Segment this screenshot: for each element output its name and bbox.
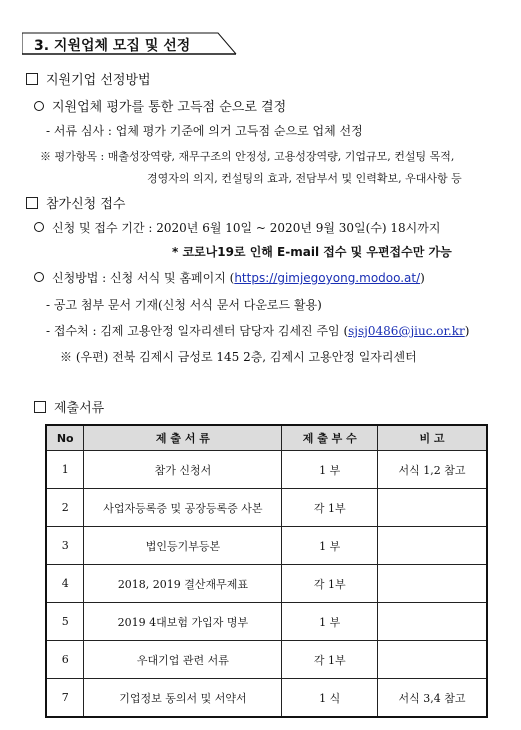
cell-no: 7 bbox=[46, 679, 84, 718]
col-count: 제 출 부 수 bbox=[282, 425, 378, 451]
cell-note bbox=[378, 603, 488, 641]
circle-bullet-icon bbox=[34, 222, 44, 232]
cell-no: 1 bbox=[46, 451, 84, 489]
cell-document: 2019 4대보험 가입자 명부 bbox=[84, 603, 282, 641]
cell-no: 2 bbox=[46, 489, 84, 527]
cell-note bbox=[378, 641, 488, 679]
cell-note bbox=[378, 489, 488, 527]
application-header bbox=[26, 193, 125, 212]
cell-document: 2018, 2019 결산재무제표 bbox=[84, 565, 282, 603]
contact-prefix: - 접수처 : 김제 고용안정 일자리센터 담당자 김세진 주임 ( bbox=[46, 324, 349, 338]
criteria-line-2: 경영자의 의지, 컨설팅의 효과, 전담부서 및 인력확보, 우대사항 등 bbox=[147, 172, 462, 185]
col-document: 제 출 서 류 bbox=[84, 425, 282, 451]
cell-document: 법인등기부등본 bbox=[84, 527, 282, 565]
attach-note: - 공고 첨부 문서 기재(신청 서식 문서 다운로드 활용) bbox=[46, 298, 322, 312]
table-row bbox=[46, 641, 487, 679]
circle-bullet-icon bbox=[34, 101, 44, 111]
selection-bullet-text: 지원업체 평가를 통한 고득점 순으로 결정 bbox=[52, 100, 287, 115]
section-heading bbox=[22, 32, 212, 54]
selection-bullet bbox=[34, 96, 286, 115]
cell-count: 1 부 bbox=[282, 603, 378, 641]
covid-notice: * 코로나19로 인해 E-mail 접수 및 우편접수만 가능 bbox=[172, 245, 452, 259]
method-prefix: 신청방법 : 신청 서식 및 홈페이지 ( bbox=[52, 271, 235, 285]
cell-count: 각 1부 bbox=[282, 489, 378, 527]
cell-no: 3 bbox=[46, 527, 84, 565]
contact-line bbox=[46, 322, 469, 339]
selection-header-text: 지원기업 선정방법 bbox=[46, 73, 151, 88]
cell-note bbox=[378, 527, 488, 565]
col-note: 비 고 bbox=[378, 425, 488, 451]
table-header-row bbox=[46, 425, 487, 451]
cell-count: 1 부 bbox=[282, 451, 378, 489]
documents-table bbox=[45, 424, 488, 718]
application-period bbox=[34, 219, 440, 236]
table-row bbox=[46, 565, 487, 603]
table-row bbox=[46, 527, 487, 565]
cell-document: 참가 신청서 bbox=[84, 451, 282, 489]
cell-note bbox=[378, 565, 488, 603]
application-period-text: 신청 및 접수 기간 : 2020년 6월 10일 ~ 2020년 9월 30일(수) 18시까지 bbox=[52, 221, 441, 235]
mail-address: ※ (우편) 전북 김제시 금성로 145 2층, 김제시 고용안정 일자리센터 bbox=[60, 350, 417, 364]
application-header-text: 참가신청 접수 bbox=[46, 197, 126, 212]
homepage-link[interactable]: https://gimjegoyong.modoo.at/ bbox=[234, 271, 421, 285]
cell-count: 각 1부 bbox=[282, 565, 378, 603]
cell-document: 우대기업 관련 서류 bbox=[84, 641, 282, 679]
cell-document: 기업정보 동의서 및 서약서 bbox=[84, 679, 282, 718]
method-suffix: ) bbox=[420, 271, 425, 285]
square-bullet-icon bbox=[26, 73, 38, 85]
criteria-line-1: ※ 평가항목 : 매출성장역량, 재무구조의 안정성, 고용성장역량, 기업규모, 컨설팅 목적, bbox=[40, 150, 455, 163]
table-row bbox=[46, 451, 487, 489]
documents-header bbox=[34, 397, 104, 416]
selection-header bbox=[26, 69, 151, 88]
table-row bbox=[46, 679, 487, 718]
square-bullet-icon bbox=[26, 197, 38, 209]
application-method bbox=[34, 269, 425, 286]
cell-count: 각 1부 bbox=[282, 641, 378, 679]
cell-count: 1 부 bbox=[282, 527, 378, 565]
documents-header-text: 제출서류 bbox=[54, 401, 105, 416]
contact-suffix: ) bbox=[464, 324, 470, 338]
cell-no: 6 bbox=[46, 641, 84, 679]
selection-dash: - 서류 심사 : 업체 평가 기준에 의거 고득점 순으로 업체 선정 bbox=[46, 124, 363, 138]
contact-email-link[interactable]: sjsj0486@jiuc.or.kr bbox=[348, 324, 465, 338]
cell-no: 4 bbox=[46, 565, 84, 603]
cell-no: 5 bbox=[46, 603, 84, 641]
table-row bbox=[46, 489, 487, 527]
table-row bbox=[46, 603, 487, 641]
cell-note: 서식 3,4 참고 bbox=[378, 679, 488, 718]
cell-count: 1 식 bbox=[282, 679, 378, 718]
circle-bullet-icon bbox=[34, 272, 44, 282]
cell-note: 서식 1,2 참고 bbox=[378, 451, 488, 489]
square-bullet-icon bbox=[34, 401, 46, 413]
col-no: No bbox=[46, 425, 84, 451]
section-title: 3. 지원업체 모집 및 선정 bbox=[34, 38, 191, 54]
cell-document: 사업자등록증 및 공장등록증 사본 bbox=[84, 489, 282, 527]
